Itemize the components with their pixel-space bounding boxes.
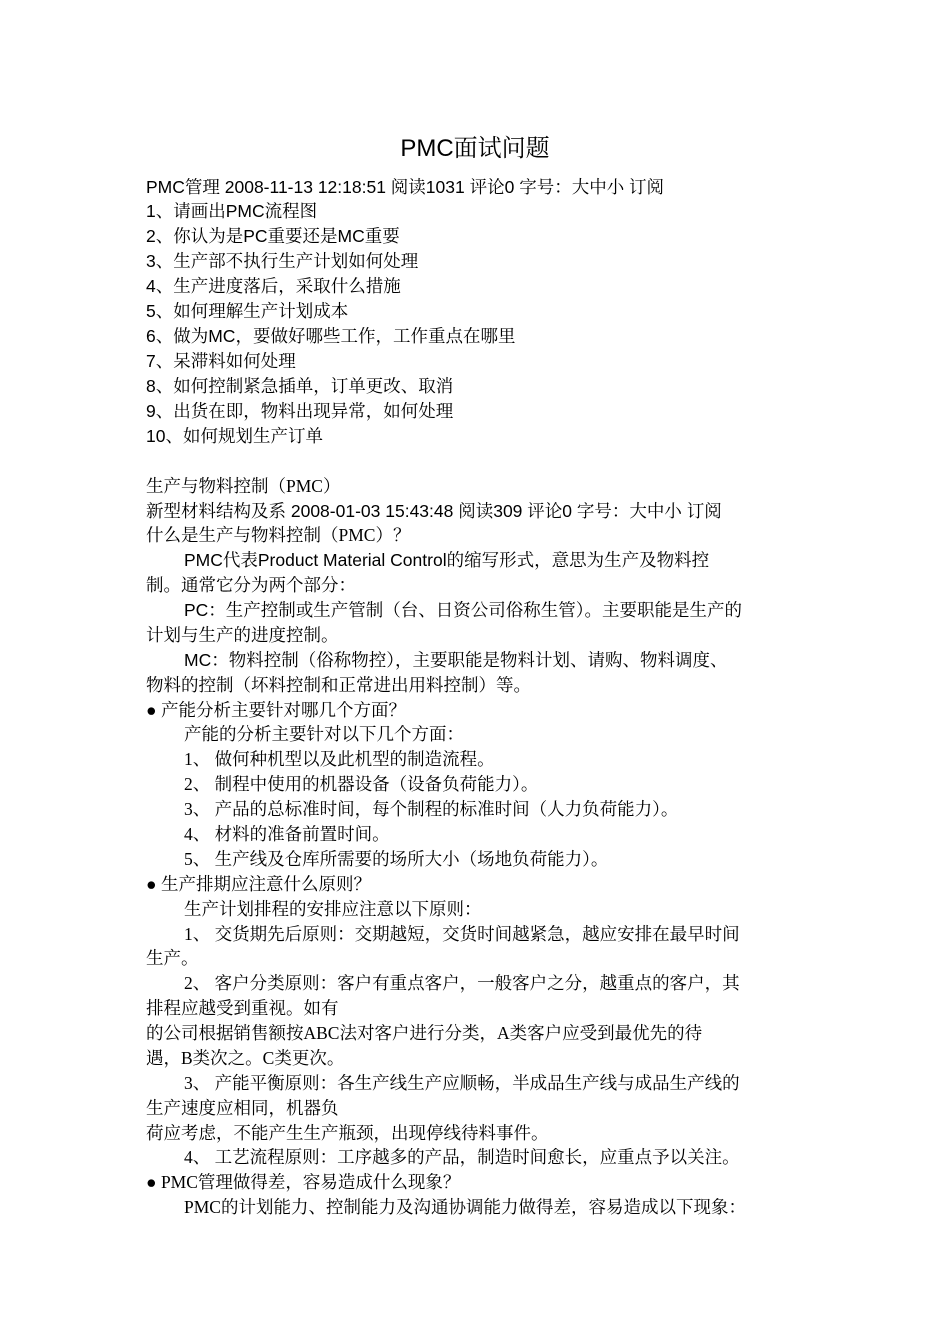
body-line: PC：生产控制或生产管制（台、日资公司俗称生管）。主要职能是生产的 [184,600,743,620]
question-item: 1、请画出PMC流程图 [146,201,318,221]
body-line: 生产速度应相同，机器负 [146,1098,339,1118]
body-line: PMC的计划能力、控制能力及沟通协调能力做得差，容易造成以下现象： [184,1197,746,1217]
body-line: 物料的控制（坏料控制和正常进出用料控制）等。 [146,675,531,695]
body-line: 产能的分析主要针对以下几个方面： [184,724,464,744]
question-item: 7、呆滞料如何处理 [146,351,296,371]
body-line: MC：物料控制（俗称物控），主要职能是物料计划、请购、物料调度、 [184,650,728,670]
article2-heading: 生产与物料控制（PMC） [146,476,341,496]
list-item: 1、 做何种机型以及此机型的制造流程。 [184,749,495,769]
article1-meta: PMC管理 2008-11-13 12:18:51 阅读1031 评论0 字号：大中小 订阅 [146,177,665,197]
body-line: 荷应考虑，不能产生生产瓶颈，出现停线待料事件。 [146,1123,549,1143]
list-item: 2、 客户分类原则：客户有重点客户，一般客户之分，越重点的客户，其 [184,973,740,993]
body-line: 排程应越受到重视。如有 [146,998,339,1018]
question-item: 3、生产部不执行生产计划如何处理 [146,251,419,271]
list-item: 4、 工艺流程原则：工序越多的产品，制造时间愈长，应重点予以关注。 [184,1147,740,1167]
bullet-question: ● 产能分析主要针对哪几个方面？ [146,700,406,720]
question-item: 5、如何理解生产计划成本 [146,301,349,321]
body-line: 计划与生产的进度控制。 [146,625,339,645]
body-line: 遇，B类次之。C类更次。 [146,1048,345,1068]
list-item: 3、 产品的总标准时间，每个制程的标准时间（人力负荷能力）。 [184,799,679,819]
body-line: PMC代表Product Material Control的缩写形式，意思为生产及物料控 [184,550,710,570]
body-line: 制。通常它分为两个部分： [146,575,356,595]
body-line: 的公司根据销售额按ABC法对客户进行分类，A类客户应受到最优先的待 [146,1023,703,1043]
question-item: 10、如何规划生产订单 [146,426,323,446]
question-item: 9、出货在即，物料出现异常，如何处理 [146,401,454,421]
question-item: 2、你认为是PC重要还是MC重要 [146,226,400,246]
question-item: 8、如何控制紧急插单，订单更改、取消 [146,376,454,396]
list-item: 1、 交货期先后原则：交期越短，交货时间越紧急，越应安排在最早时间 [184,924,740,944]
list-item: 4、 材料的准备前置时间。 [184,824,390,844]
section-question: 什么是生产与物料控制（PMC）？ [146,525,411,545]
list-item: 3、 产能平衡原则：各生产线生产应顺畅，半成品生产线与成品生产线的 [184,1073,740,1093]
list-item: 2、 制程中使用的机器设备（设备负荷能力）。 [184,774,539,794]
document-title: PMC面试问题 [400,135,550,162]
list-item: 5、 生产线及仓库所需要的场所大小（场地负荷能力）。 [184,849,609,869]
bullet-question: ● 生产排期应注意什么原则？ [146,874,371,894]
body-line: 生产。 [146,948,199,968]
bullet-question: ● PMC管理做得差，容易造成什么现象？ [146,1172,461,1192]
article2-meta: 新型材料结构及系 2008-01-03 15:43:48 阅读309 评论0 字号：大中小 订阅 [146,501,722,521]
question-item: 4、生产进度落后，采取什么措施 [146,276,401,296]
body-line: 生产计划排程的安排应注意以下原则： [184,899,482,919]
question-item: 6、做为MC，要做好哪些工作，工作重点在哪里 [146,326,516,346]
